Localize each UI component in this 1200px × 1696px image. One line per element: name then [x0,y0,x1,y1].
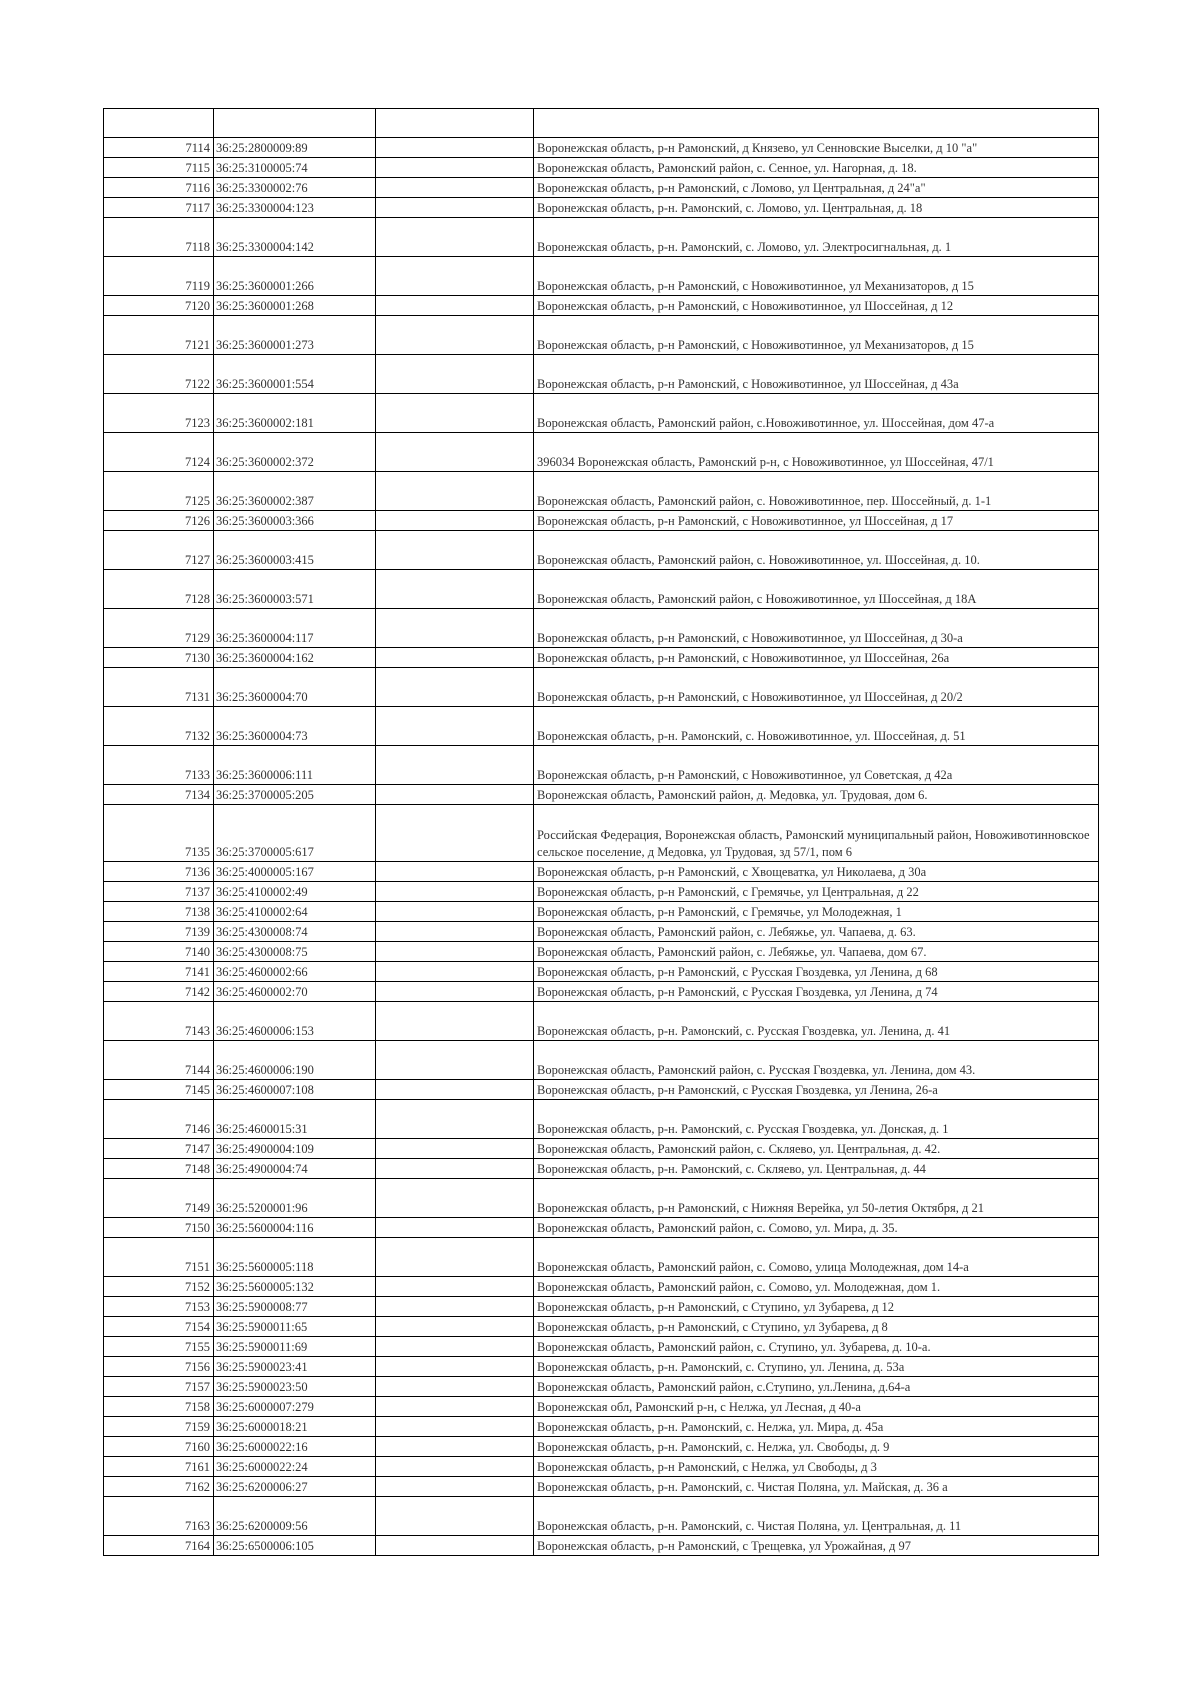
empty-cell [376,1080,534,1100]
row-number: 7126 [104,511,214,531]
table-row [104,1457,1099,1477]
cadastral-number: 36:25:5900011:65 [214,1317,376,1337]
cadastral-number: 36:25:3600002:372 [214,433,376,472]
empty-cell [376,1179,534,1218]
cadastral-number: 36:25:4000005:167 [214,862,376,882]
address: Воронежская область, р-н Рамонский, с Русская Гвоздевка, ул Ленина, д 68 [534,962,1099,982]
cadastral-number: 36:25:6500006:105 [214,1536,376,1556]
row-number: 7159 [104,1417,214,1437]
empty-cell [376,902,534,922]
cadastral-number: 36:25:3100005:74 [214,158,376,178]
row-number: 7151 [104,1238,214,1277]
empty-cell [376,1417,534,1437]
table-row [104,922,1099,942]
empty-cell [376,668,534,707]
row-number: 7148 [104,1159,214,1179]
cadastral-number: 36:25:3300004:142 [214,218,376,257]
cadastral-number: 36:25:3600004:73 [214,707,376,746]
row-number: 7140 [104,942,214,962]
cadastral-number: 36:25:6000022:16 [214,1437,376,1457]
address: Воронежская область, Рамонский район, с Новоживотинное, ул Шоссейная, д 18А [534,570,1099,609]
empty-cell [376,922,534,942]
address: Воронежская область, р-н Рамонский, с Новоживотинное, ул Шоссейная, д 20/2 [534,668,1099,707]
table-row [104,1238,1099,1277]
table-row [104,1297,1099,1317]
address: Воронежская область, Рамонский район, с. Лебяжье, ул. Чапаева, д. 63. [534,922,1099,942]
row-number: 7132 [104,707,214,746]
table-row [104,158,1099,178]
table-row [104,1277,1099,1297]
table-row [104,962,1099,982]
cadastral-number: 36:25:5900023:50 [214,1377,376,1397]
cadastral-number: 36:25:3600006:111 [214,746,376,785]
table-row [104,296,1099,316]
row-number: 7147 [104,1139,214,1159]
cadastral-number: 36:25:3600001:273 [214,316,376,355]
empty-cell [376,1536,534,1556]
empty-cell [376,178,534,198]
address: Воронежская область, р-н Рамонский, с Ломово, ул Центральная, д 24"а" [534,178,1099,198]
address: Воронежская область, р-н. Рамонский, с. Новоживотинное, ул. Шоссейная, д. 51 [534,707,1099,746]
table-row [104,1139,1099,1159]
address: Воронежская область, р-н Рамонский, с Гремячье, ул Центральная, д 22 [534,882,1099,902]
table-row [104,1218,1099,1238]
empty-cell [376,472,534,511]
address: Воронежская область, р-н. Рамонский, с. Нелжа, ул. Мира, д. 45а [534,1417,1099,1437]
cadastral-number: 36:25:3600001:554 [214,355,376,394]
table-row [104,1497,1099,1536]
table-row [104,1317,1099,1337]
address: Воронежская область, р-н Рамонский, с Хвощеватка, ул Николаева, д 30а [534,862,1099,882]
row-number: 7114 [104,138,214,158]
address: 396034 Воронежская область, Рамонский р-н, с Новоживотинное, ул Шоссейная, 47/1 [534,433,1099,472]
table-row [104,1536,1099,1556]
table-row [104,1100,1099,1139]
address: Воронежская область, Рамонский район, с. Ступино, ул. Зубарева, д. 10-а. [534,1337,1099,1357]
document-sheet [103,108,1098,1556]
empty-cell [376,1159,534,1179]
address: Воронежская область, р-н. Рамонский, с. Ломово, ул. Центральная, д. 18 [534,198,1099,218]
empty-cell [376,1100,534,1139]
row-number: 7123 [104,394,214,433]
address: Воронежская область, Рамонский район, с. Новоживотинное, ул. Шоссейная, д. 10. [534,531,1099,570]
table-row [104,882,1099,902]
empty-cell [376,355,534,394]
table-row [104,511,1099,531]
cadastral-number: 36:25:3700005:617 [214,805,376,862]
row-number: 7122 [104,355,214,394]
cadastral-number: 36:25:3300004:123 [214,198,376,218]
address: Воронежская область, р-н. Рамонский, с. Русская Гвоздевка, ул. Донская, д. 1 [534,1100,1099,1139]
table-row [104,198,1099,218]
empty-cell [376,805,534,862]
row-number: 7127 [104,531,214,570]
empty-cell [376,1041,534,1080]
row-number: 7146 [104,1100,214,1139]
row-number: 7119 [104,257,214,296]
address: Воронежская область, Рамонский район, с. Лебяжье, ул. Чапаева, дом 67. [534,942,1099,962]
table-row [104,178,1099,198]
table-row [104,138,1099,158]
address: Воронежская область, р-н. Рамонский, с. Ломово, ул. Электросигнальная, д. 1 [534,218,1099,257]
cadastral-number: 36:25:4900004:74 [214,1159,376,1179]
empty-cell [376,982,534,1002]
empty-cell [376,1397,534,1417]
empty-cell [376,198,534,218]
empty-cell [376,570,534,609]
table-row [104,609,1099,648]
table-row [104,707,1099,746]
table-row [104,472,1099,511]
row-number: 7161 [104,1457,214,1477]
cadastral-number: 36:25:3700005:205 [214,785,376,805]
cadastral-number: 36:25:4600007:108 [214,1080,376,1100]
address: Воронежская область, р-н Рамонский, с Новоживотинное, ул Механизаторов, д 15 [534,257,1099,296]
row-number: 7138 [104,902,214,922]
row-number: 7136 [104,862,214,882]
cadastral-number: 36:25:4900004:109 [214,1139,376,1159]
cadastral-number: 36:25:4600006:153 [214,1002,376,1041]
address: Воронежская область, р-н Рамонский, с Нижняя Верейка, ул 50-летия Октября, д 21 [534,1179,1099,1218]
address: Воронежская область, р-н Рамонский, с Новоживотинное, ул Шоссейная, д 12 [534,296,1099,316]
cadastral-number: 36:25:3600004:162 [214,648,376,668]
row-number: 7155 [104,1337,214,1357]
cadastral-number: 36:25:3600003:571 [214,570,376,609]
empty-cell [376,1437,534,1457]
cadastral-number: 36:25:5200001:96 [214,1179,376,1218]
empty-cell [376,1238,534,1277]
table-row [104,648,1099,668]
empty-cell [376,511,534,531]
top-cell [376,109,534,138]
row-number: 7137 [104,882,214,902]
cadastral-number: 36:25:3600004:70 [214,668,376,707]
row-number: 7152 [104,1277,214,1297]
table-row [104,1477,1099,1497]
cadastral-number: 36:25:3600002:181 [214,394,376,433]
address: Воронежская область, Рамонский район, д. Медовка, ул. Трудовая, дом 6. [534,785,1099,805]
cadastral-number: 36:25:5900023:41 [214,1357,376,1377]
table-row [104,746,1099,785]
address: Воронежская область, р-н Рамонский, с Новоживотинное, ул Шоссейная, 26а [534,648,1099,668]
row-number: 7117 [104,198,214,218]
cadastral-number: 36:25:4600015:31 [214,1100,376,1139]
empty-cell [376,1477,534,1497]
empty-cell [376,296,534,316]
cadastral-number: 36:25:4100002:64 [214,902,376,922]
table-row [104,1357,1099,1377]
address: Воронежская область, Рамонский район, с. Сенное, ул. Нагорная, д. 18. [534,158,1099,178]
empty-cell [376,1357,534,1377]
empty-cell [376,531,534,570]
empty-cell [376,1337,534,1357]
table-row [104,316,1099,355]
empty-cell [376,433,534,472]
table-row [104,862,1099,882]
address: Воронежская область, р-н. Рамонский, с. Чистая Поляна, ул. Центральная, д. 11 [534,1497,1099,1536]
row-number: 7150 [104,1218,214,1238]
address: Российская Федерация, Воронежская область, Рамонский муниципальный район, Новоживотинновское сельское поселение, д Медовка, ул Трудовая, зд 57/1, пом 6 [534,805,1099,862]
empty-cell [376,648,534,668]
empty-cell [376,785,534,805]
address: Воронежская область, р-н Рамонский, с Новоживотинное, ул Шоссейная, д 43а [534,355,1099,394]
row-number: 7164 [104,1536,214,1556]
address: Воронежская область, Рамонский район, с. Сомово, ул. Молодежная, дом 1. [534,1277,1099,1297]
table-row [104,1417,1099,1437]
table-row [104,785,1099,805]
cadastral-number: 36:25:4600002:70 [214,982,376,1002]
cadastral-number: 36:25:5900011:69 [214,1337,376,1357]
table-row [104,1159,1099,1179]
address: Воронежская область, р-н Рамонский, с Трещевка, ул Урожайная, д 97 [534,1536,1099,1556]
address: Воронежская область, Рамонский район, с. Сомово, улица Молодежная, дом 14-а [534,1238,1099,1277]
table-row [104,531,1099,570]
empty-cell [376,138,534,158]
empty-cell [376,1377,534,1397]
row-number: 7141 [104,962,214,982]
address: Воронежская область, р-н Рамонский, с Новоживотинное, ул Советская, д 42а [534,746,1099,785]
empty-cell [376,1277,534,1297]
address: Воронежская область, Рамонский район, с. Сомово, ул. Мира, д. 35. [534,1218,1099,1238]
row-number: 7142 [104,982,214,1002]
table-row [104,218,1099,257]
cadastral-number: 36:25:2800009:89 [214,138,376,158]
table-row [104,1377,1099,1397]
address: Воронежская область, р-н Рамонский, с Ступино, ул Зубарева, д 12 [534,1297,1099,1317]
address: Воронежская область, р-н. Рамонский, с. Русская Гвоздевка, ул. Ленина, д. 41 [534,1002,1099,1041]
row-number: 7156 [104,1357,214,1377]
address: Воронежская область, р-н Рамонский, с Новоживотинное, ул Механизаторов, д 15 [534,316,1099,355]
row-number: 7139 [104,922,214,942]
top-cell [534,109,1099,138]
address: Воронежская область, Рамонский район, с. Новоживотинное, пер. Шоссейный, д. 1-1 [534,472,1099,511]
row-number: 7133 [104,746,214,785]
empty-cell [376,942,534,962]
cadastral-number: 36:25:4600002:66 [214,962,376,982]
empty-cell [376,257,534,296]
address: Воронежская область, р-н. Рамонский, с. Чистая Поляна, ул. Майская, д. 36 а [534,1477,1099,1497]
empty-cell [376,1497,534,1536]
cadastral-number: 36:25:5600005:132 [214,1277,376,1297]
row-number: 7115 [104,158,214,178]
empty-cell [376,316,534,355]
address: Воронежская область, р-н Рамонский, с Нелжа, ул Свободы, д 3 [534,1457,1099,1477]
cadastral-number: 36:25:6000018:21 [214,1417,376,1437]
table-row [104,1002,1099,1041]
row-number: 7131 [104,668,214,707]
row-number: 7129 [104,609,214,648]
empty-cell [376,1317,534,1337]
cadastral-number: 36:25:4300008:75 [214,942,376,962]
table-row [104,1041,1099,1080]
row-number: 7124 [104,433,214,472]
address: Воронежская область, р-н Рамонский, д Князево, ул Сенновские Выселки, д 10 "а" [534,138,1099,158]
cadastral-number: 36:25:4600006:190 [214,1041,376,1080]
row-number: 7128 [104,570,214,609]
table-row [104,1179,1099,1218]
address: Воронежская область, р-н Рамонский, с Гремячье, ул Молодежная, 1 [534,902,1099,922]
address: Воронежская область, р-н Рамонский, с Новоживотинное, ул Шоссейная, д 17 [534,511,1099,531]
table-row [104,805,1099,862]
cadastral-number: 36:25:3600003:366 [214,511,376,531]
table-row [104,433,1099,472]
address: Воронежская область, р-н. Рамонский, с. Ступино, ул. Ленина, д. 53а [534,1357,1099,1377]
empty-cell [376,609,534,648]
row-number: 7162 [104,1477,214,1497]
row-number: 7160 [104,1437,214,1457]
table-row [104,1080,1099,1100]
table-row [104,1337,1099,1357]
row-number: 7153 [104,1297,214,1317]
address: Воронежская область, р-н Рамонский, с Ступино, ул Зубарева, д 8 [534,1317,1099,1337]
table-row [104,902,1099,922]
address: Воронежская область, Рамонский район, с. Русская Гвоздевка, ул. Ленина, дом 43. [534,1041,1099,1080]
row-number: 7154 [104,1317,214,1337]
cadastral-number: 36:25:3300002:76 [214,178,376,198]
address: Воронежская область, р-н Рамонский, с Русская Гвоздевка, ул Ленина, д 74 [534,982,1099,1002]
table-row [104,942,1099,962]
empty-cell [376,394,534,433]
row-number: 7149 [104,1179,214,1218]
address: Воронежская область, Рамонский район, с.Новоживотинное, ул. Шоссейная, дом 47-а [534,394,1099,433]
empty-cell [376,882,534,902]
row-number: 7118 [104,218,214,257]
cadastral-number: 36:25:6000007:279 [214,1397,376,1417]
cadastral-number: 36:25:4300008:74 [214,922,376,942]
address: Воронежская область, Рамонский район, с. Скляево, ул. Центральная, д. 42. [534,1139,1099,1159]
cadastral-number: 36:25:5900008:77 [214,1297,376,1317]
row-number: 7135 [104,805,214,862]
address: Воронежская обл, Рамонский р-н, с Нелжа, ул Лесная, д 40-а [534,1397,1099,1417]
cadastral-number: 36:25:6200006:27 [214,1477,376,1497]
table-row [104,394,1099,433]
row-number: 7145 [104,1080,214,1100]
cadastral-number: 36:25:3600003:415 [214,531,376,570]
empty-cell [376,1297,534,1317]
row-number: 7134 [104,785,214,805]
top-cell [104,109,214,138]
cadastral-number: 36:25:5600004:116 [214,1218,376,1238]
cadastral-table [103,108,1099,1556]
cadastral-number: 36:25:3600004:117 [214,609,376,648]
row-number: 7158 [104,1397,214,1417]
top-cell [214,109,376,138]
row-number: 7125 [104,472,214,511]
address: Воронежская область, р-н. Рамонский, с. Скляево, ул. Центральная, д. 44 [534,1159,1099,1179]
table-row [104,1437,1099,1457]
empty-cell [376,158,534,178]
table-row [104,1397,1099,1417]
table-row [104,668,1099,707]
empty-cell [376,1139,534,1159]
table-row [104,257,1099,296]
cadastral-number: 36:25:3600001:268 [214,296,376,316]
empty-cell [376,1457,534,1477]
row-number: 7120 [104,296,214,316]
cadastral-number: 36:25:6200009:56 [214,1497,376,1536]
cadastral-number: 36:25:3600001:266 [214,257,376,296]
empty-cell [376,962,534,982]
cadastral-number: 36:25:6000022:24 [214,1457,376,1477]
empty-cell [376,862,534,882]
empty-cell [376,1002,534,1041]
address: Воронежская область, Рамонский район, с.Ступино, ул.Ленина, д.64-а [534,1377,1099,1397]
row-number: 7116 [104,178,214,198]
empty-cell [376,707,534,746]
address: Воронежская область, р-н Рамонский, с Новоживотинное, ул Шоссейная, д 30-а [534,609,1099,648]
empty-cell [376,218,534,257]
empty-cell [376,746,534,785]
table-row [104,982,1099,1002]
empty-cell [376,1218,534,1238]
row-number: 7121 [104,316,214,355]
row-number: 7163 [104,1497,214,1536]
table-row [104,355,1099,394]
row-number: 7144 [104,1041,214,1080]
row-number: 7143 [104,1002,214,1041]
address: Воронежская область, р-н Рамонский, с Русская Гвоздевка, ул Ленина, 26-а [534,1080,1099,1100]
table-top-row [104,109,1099,138]
cadastral-number: 36:25:3600002:387 [214,472,376,511]
table-body [104,109,1099,1556]
row-number: 7157 [104,1377,214,1397]
cadastral-number: 36:25:4100002:49 [214,882,376,902]
table-row [104,570,1099,609]
cadastral-number: 36:25:5600005:118 [214,1238,376,1277]
row-number: 7130 [104,648,214,668]
address: Воронежская область, р-н. Рамонский, с. Нелжа, ул. Свободы, д. 9 [534,1437,1099,1457]
